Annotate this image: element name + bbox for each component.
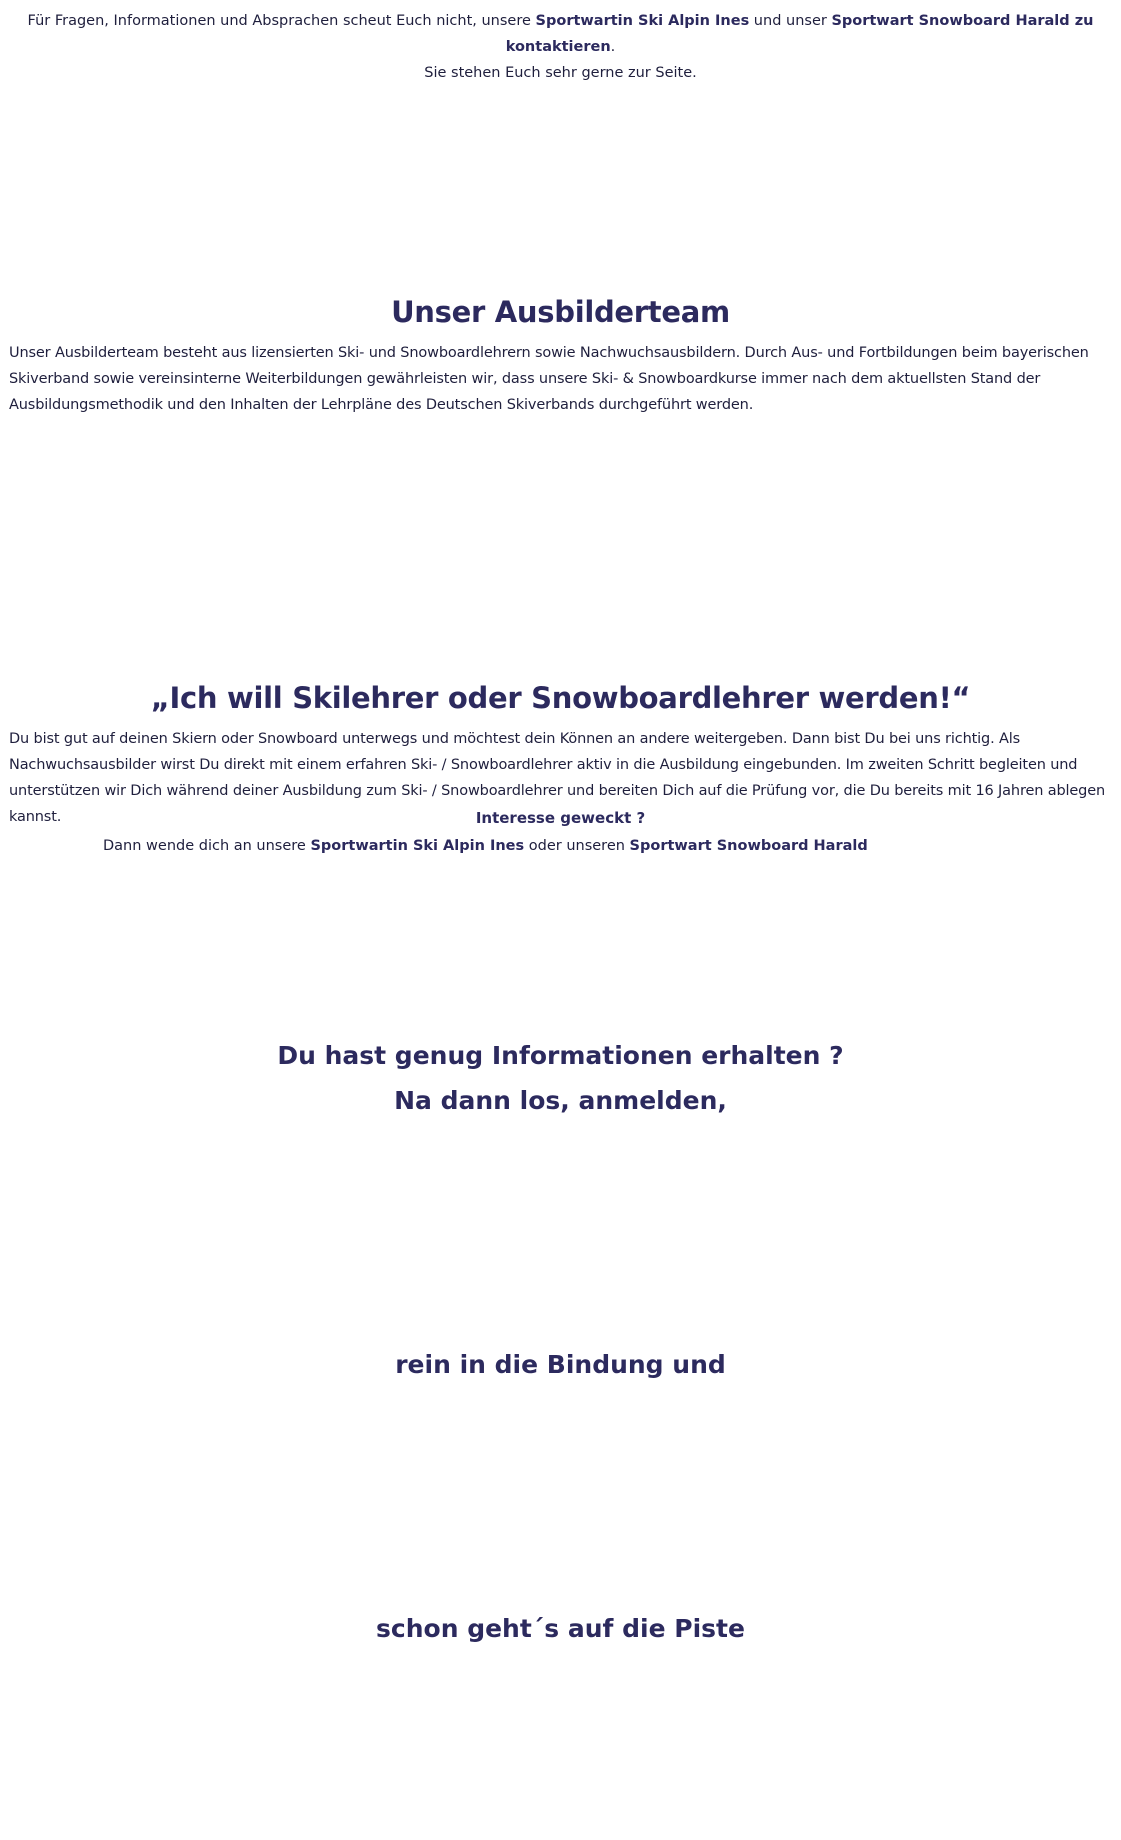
cta-line-binding: rein in die Bindung und [395, 1350, 726, 1379]
intro-text-end: . [610, 39, 616, 55]
instructor-contact-line [103, 833, 1103, 859]
cta-line-piste: schon geht´s auf die Piste [376, 1614, 745, 1643]
link-contact-sportwartin-ski-alpin[interactable]: Sportwartin Ski Alpin Ines [310, 838, 525, 854]
intro-text-middle: und unser [749, 13, 832, 29]
contact-intro-line-2: Sie stehen Euch sehr gerne zur Seite. [424, 65, 697, 81]
team-heading: Unser Ausbilderteam [391, 295, 730, 329]
instructor-paragraph: Du bist gut auf deinen Skiern oder Snowboard unterwegs und möchtest dein Können an andere weitergeben. Dann bist Du bei uns richtig. Als Nachwuchsausbilder wirst Du direkt mit einem erfahren Ski- / Snowboardlehrer aktiv in die Ausbildung eingebunden. Im zweiten Schritt begleiten und unterstützen wir Dich während deiner Ausbildung zum Ski- / Snowboardlehrer und bereiten Dich auf die Prüfung vor, die Du bereits mit 16 Jahren ablegen kannst. [9, 731, 1106, 825]
contact-intro-line-1 [9, 8, 1112, 60]
cta-line-register: Na dann los, anmelden, [394, 1086, 727, 1115]
team-paragraph: Unser Ausbilderteam besteht aus lizensierten Ski- und Snowboardlehrern sowie Nachwuchsausbildern. Durch Aus- und Fortbildungen beim bayerischen Skiverband sowie vereinsinterne Weiterbildungen gewährleisten wir, dass unsere Ski- & Snowboardkurse immer nach dem aktuellsten Stand der Ausbildungsmethodik und den Inhalten der Lehrpläne des Deutschen Skiverbands durchgeführt werden. [9, 345, 1089, 413]
intro-text-before: Für Fragen, Informationen und Absprachen scheut Euch nicht, unsere [27, 13, 536, 29]
cta-line-info: Du hast genug Informationen erhalten ? [277, 1041, 844, 1070]
instructor-heading: „Ich will Skilehrer oder Snowboardlehrer werden!“ [150, 681, 971, 715]
link-sportwartin-ski-alpin[interactable]: Sportwartin Ski Alpin Ines [535, 13, 750, 29]
link-sportwart-snowboard[interactable]: Sportwart Snowboard Harald zu kontaktieren [505, 13, 1094, 55]
contact-text-middle: oder unseren [524, 838, 630, 854]
contact-text-before: Dann wende dich an unsere [103, 838, 311, 854]
interest-heading: Interesse geweckt ? [475, 809, 646, 827]
link-contact-sportwart-snowboard[interactable]: Sportwart Snowboard Harald [629, 838, 868, 854]
contact-intro [9, 8, 1112, 86]
